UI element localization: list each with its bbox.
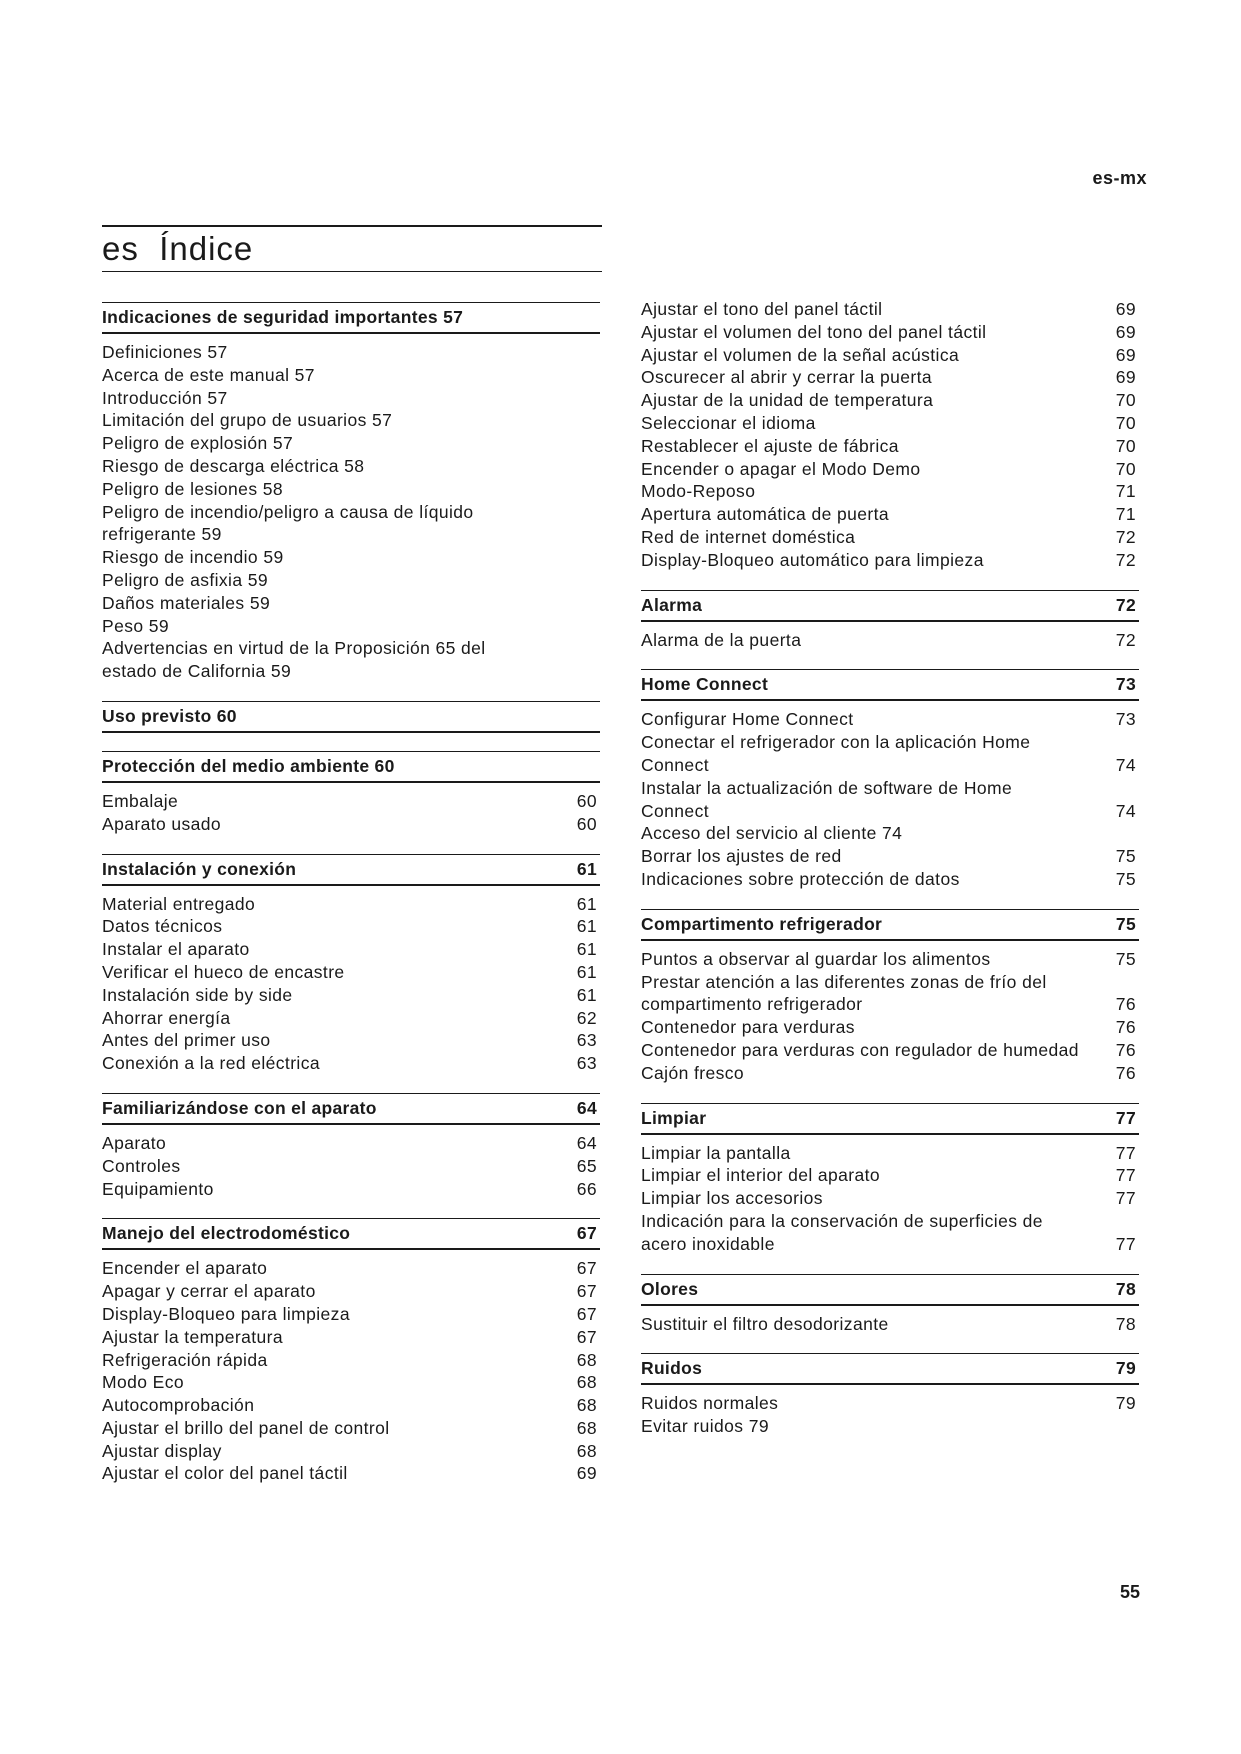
toc-heading-text: Compartimento refrigerador	[641, 913, 883, 934]
toc-entry[interactable]	[102, 409, 600, 432]
toc-entry[interactable]	[102, 455, 600, 478]
toc-heading-text: Instalación y conexión	[102, 858, 297, 879]
toc-section	[641, 669, 1139, 890]
toc-entry-page: 77	[1115, 1165, 1136, 1186]
toc-entry-page: 68	[576, 1395, 597, 1416]
toc-entry-page: 61	[576, 939, 597, 960]
toc-entry-label: Modo Eco	[102, 1372, 184, 1393]
toc-entry-page: 70	[1115, 435, 1136, 456]
toc-entry-label: Ajustar el color del panel táctil	[102, 1463, 348, 1484]
toc-entry-label: Seleccionar el idioma	[641, 412, 816, 433]
toc-entry-label: Apertura automática de puerta	[641, 504, 889, 525]
toc-entry-page: 64	[576, 1132, 597, 1153]
toc-heading-text: Familiarizándose con el aparato	[102, 1097, 377, 1118]
toc-entry[interactable]	[641, 321, 1139, 344]
toc-entry[interactable]	[102, 1178, 600, 1201]
toc-entry[interactable]	[102, 341, 600, 364]
toc-entry-label: Instalación side by side	[102, 984, 293, 1005]
toc-entry-label: Antes del primer uso	[102, 1030, 271, 1051]
toc-entry[interactable]	[102, 1303, 600, 1326]
toc-entry[interactable]	[102, 432, 600, 455]
toc-entry[interactable]	[641, 549, 1139, 572]
toc-entry[interactable]	[102, 1462, 600, 1485]
toc-entry-page: 76	[1115, 1062, 1136, 1083]
toc-entry-page: 74	[1115, 754, 1136, 775]
toc-entry[interactable]	[641, 412, 1139, 435]
toc-entry-label: Peligro de lesiones 58	[102, 478, 283, 499]
toc-entry-page: 68	[576, 1372, 597, 1393]
toc-entry-page: 68	[576, 1440, 597, 1461]
toc-section	[641, 1274, 1139, 1336]
toc-entry[interactable]	[641, 435, 1139, 458]
toc-entry[interactable]	[102, 1417, 600, 1440]
toc-entry-page: 77	[1115, 1188, 1136, 1209]
toc-entry[interactable]	[641, 1016, 1139, 1039]
toc-heading-text: Ruidos	[641, 1358, 703, 1379]
toc-entry-page: 68	[576, 1349, 597, 1370]
toc-entry-label: Controles	[102, 1155, 181, 1176]
toc-entry[interactable]	[102, 1029, 600, 1052]
toc-entry[interactable]	[102, 546, 600, 569]
toc-entry[interactable]	[641, 1062, 1139, 1085]
toc-entry[interactable]	[102, 915, 600, 938]
toc-entry-page: 69	[576, 1463, 597, 1484]
toc-entry[interactable]	[641, 1210, 1139, 1256]
toc-entry-label: Ajustar de la unidad de temperatura	[641, 390, 934, 411]
toc-entry[interactable]	[102, 1155, 600, 1178]
toc-entry[interactable]	[641, 1313, 1139, 1336]
toc-entry-label: Ruidos normales	[641, 1393, 779, 1414]
toc-section	[641, 590, 1139, 652]
toc-heading-page: 73	[1115, 674, 1136, 695]
toc-entry-label: Ajustar el volumen del tono del panel táctil	[641, 321, 987, 342]
toc-entry[interactable]	[641, 948, 1139, 971]
toc-entry-label: Encender o apagar el Modo Demo	[641, 458, 921, 479]
toc-entry-label: Instalar el aparato	[102, 939, 250, 960]
toc-entry[interactable]	[641, 1039, 1139, 1062]
toc-entry-label: Indicaciones sobre protección de datos	[641, 868, 960, 889]
toc-entry-label: Oscurecer al abrir y cerrar la puerta	[641, 367, 933, 388]
locale-label: es-mx	[1092, 168, 1147, 188]
toc-entry[interactable]	[102, 478, 600, 501]
toc-entry-page: 63	[576, 1053, 597, 1074]
toc-entry[interactable]	[641, 503, 1139, 526]
page-title	[102, 230, 253, 268]
toc-heading-text: Olores	[641, 1278, 699, 1299]
toc-entry[interactable]	[641, 1142, 1139, 1165]
toc-entry[interactable]	[641, 1164, 1139, 1187]
toc-entry-page: 77	[1115, 1233, 1136, 1254]
toc-entry-label: Ajustar display	[102, 1440, 222, 1461]
toc-entry-page: 71	[1115, 504, 1136, 525]
toc-entry[interactable]	[641, 526, 1139, 549]
toc-entry[interactable]	[102, 1132, 600, 1155]
toc-heading-text: Protección del medio ambiente 60	[102, 755, 395, 776]
toc-entry[interactable]	[102, 1349, 600, 1372]
toc-entry[interactable]	[641, 1187, 1139, 1210]
toc-section-heading[interactable]	[641, 1103, 1139, 1135]
toc-entry[interactable]	[102, 1257, 600, 1280]
title-text: Índice	[159, 230, 254, 267]
toc-entry-page: 74	[1115, 800, 1136, 821]
toc-entry-label: Display-Bloqueo para limpieza	[102, 1303, 350, 1324]
toc-entry-label: Conectar el refrigerador con la aplicación Home Connect	[641, 732, 1031, 775]
page-title-block	[102, 225, 602, 272]
toc-entry-label: Sustituir el filtro desodorizante	[641, 1313, 889, 1334]
toc-entry[interactable]	[102, 1326, 600, 1349]
toc-entry-label: Ahorrar energía	[102, 1007, 231, 1028]
toc-entry[interactable]	[641, 344, 1139, 367]
toc-entry[interactable]	[102, 938, 600, 961]
toc-entry[interactable]	[102, 501, 600, 547]
toc-section-heading[interactable]	[102, 701, 600, 733]
toc-entry[interactable]	[102, 387, 600, 410]
toc-entry-label: Acerca de este manual 57	[102, 364, 315, 385]
toc-entry[interactable]	[102, 364, 600, 387]
toc-entry[interactable]	[641, 822, 1139, 845]
toc-entry-label: Ajustar el volumen de la señal acústica	[641, 344, 960, 365]
toc-entry-page: 67	[576, 1326, 597, 1347]
toc-left-column	[102, 302, 600, 1503]
toc-entry-page: 76	[1115, 1039, 1136, 1060]
toc-heading-text: Manejo del electrodoméstico	[102, 1223, 351, 1244]
toc-entry[interactable]	[102, 1371, 600, 1394]
toc-entry-label: Contenedor para verduras con regulador de humedad	[641, 1039, 1079, 1060]
toc-entry-label: Ajustar la temperatura	[102, 1326, 283, 1347]
toc-entry-label: Limpiar los accesorios	[641, 1188, 823, 1209]
toc-heading-text: Indicaciones de seguridad importantes 57	[102, 307, 464, 327]
toc-entry-page: 62	[576, 1007, 597, 1028]
toc-entry[interactable]	[102, 961, 600, 984]
toc-entry-label: Puntos a observar al guardar los alimentos	[641, 948, 991, 969]
toc-section-heading[interactable]	[102, 751, 600, 783]
toc-entry-label: Daños materiales 59	[102, 592, 271, 613]
toc-heading-page: 79	[1115, 1358, 1136, 1379]
toc-entry-page: 77	[1115, 1142, 1136, 1163]
toc-entry[interactable]	[102, 637, 600, 683]
toc-heading-page: 72	[1115, 594, 1136, 615]
toc-entry[interactable]	[102, 1394, 600, 1417]
toc-entry-label: Peso 59	[102, 615, 170, 636]
toc-entry-label: Configurar Home Connect	[641, 709, 854, 730]
page-number: 55	[1119, 1582, 1140, 1602]
toc-entry[interactable]	[641, 1392, 1139, 1415]
toc-right-column	[641, 298, 1139, 1456]
toc-entry[interactable]	[641, 458, 1139, 481]
toc-entry-page: 69	[1115, 367, 1136, 388]
toc-section-heading[interactable]	[641, 909, 1139, 941]
toc-entry-page: 75	[1115, 868, 1136, 889]
toc-entry-label: Acceso del servicio al cliente 74	[641, 823, 903, 844]
toc-entry[interactable]	[102, 1440, 600, 1463]
toc-section	[641, 1353, 1139, 1438]
toc-section-heading[interactable]	[641, 590, 1139, 622]
toc-section	[102, 302, 600, 683]
toc-entry-label: Embalaje	[102, 790, 179, 811]
toc-entry-page: 70	[1115, 412, 1136, 433]
toc-entry[interactable]	[641, 480, 1139, 503]
toc-entry-label: Ajustar el tono del panel táctil	[641, 299, 883, 319]
toc-entry-label: Display-Bloqueo automático para limpieza	[641, 549, 984, 570]
toc-entry-page: 67	[576, 1281, 597, 1302]
toc-entry[interactable]	[102, 813, 600, 836]
toc-entry[interactable]	[102, 1280, 600, 1303]
toc-entry-label: Definiciones 57	[102, 342, 228, 362]
toc-entry-page: 71	[1115, 481, 1136, 502]
toc-heading-page: 75	[1115, 913, 1136, 934]
toc-entry-page: 73	[1115, 709, 1136, 730]
toc-entry[interactable]	[641, 708, 1139, 731]
toc-section	[641, 909, 1139, 1085]
toc-entry-page: 68	[576, 1417, 597, 1438]
toc-heading-page: 64	[576, 1097, 597, 1118]
toc-entry-label: Contenedor para verduras	[641, 1017, 855, 1038]
toc-entry-label: Instalar la actualización de software de Home Connect	[641, 777, 1013, 821]
toc-entry-page: 61	[576, 916, 597, 937]
toc-entry-label: Evitar ruidos 79	[641, 1416, 769, 1437]
toc-entry-page: 70	[1115, 390, 1136, 411]
toc-entry-label: Restablecer el ajuste de fábrica	[641, 435, 899, 456]
toc-entry-label: Peligro de asfixia 59	[102, 569, 268, 590]
toc-entry-label: Cajón fresco	[641, 1062, 745, 1083]
toc-entry-label: Introducción 57	[102, 387, 228, 408]
toc-entry-page: 70	[1115, 458, 1136, 479]
toc-entry-page: 69	[1115, 344, 1136, 365]
toc-entry[interactable]	[102, 592, 600, 615]
toc-section-heading[interactable]	[641, 1274, 1139, 1306]
toc-entry-page: 61	[576, 961, 597, 982]
toc-entry-label: Riesgo de incendio 59	[102, 547, 284, 568]
toc-entry[interactable]	[641, 389, 1139, 412]
toc-entry[interactable]	[641, 971, 1139, 1017]
toc-entry-label: Conexión a la red eléctrica	[102, 1053, 320, 1074]
toc-section-heading[interactable]	[102, 854, 600, 886]
toc-entry-page: 75	[1115, 846, 1136, 867]
toc-entry[interactable]	[641, 845, 1139, 868]
toc-entry[interactable]	[102, 1007, 600, 1030]
toc-entry-page: 75	[1115, 948, 1136, 969]
toc-heading-text: Home Connect	[641, 674, 769, 695]
toc-entry-label: Equipamiento	[102, 1178, 214, 1199]
toc-entry-label: Limitación del grupo de usuarios 57	[102, 410, 393, 431]
toc-section	[641, 298, 1139, 572]
toc-entry-label: Modo-Reposo	[641, 481, 756, 502]
toc-entry-page: 76	[1115, 1017, 1136, 1038]
toc-section-heading[interactable]	[102, 1093, 600, 1125]
toc-entry-label: Ajustar el brillo del panel de control	[102, 1417, 390, 1438]
toc-heading-page: 78	[1115, 1278, 1136, 1299]
toc-heading-text: Uso previsto 60	[102, 705, 237, 726]
toc-heading-page: 61	[576, 858, 597, 879]
toc-entry-page: 69	[1115, 299, 1136, 319]
toc-heading-page: 67	[576, 1223, 597, 1244]
toc-entry-label: Autocomprobación	[102, 1395, 255, 1416]
toc-entry-page: 76	[1115, 994, 1136, 1015]
toc-section-heading[interactable]	[102, 1218, 600, 1250]
toc-entry-label: Peligro de explosión 57	[102, 433, 294, 454]
toc-entry-page: 72	[1115, 549, 1136, 570]
toc-entry-label: Aparato usado	[102, 813, 222, 834]
toc-entry-page: 66	[576, 1178, 597, 1199]
toc-entry-label: Riesgo de descarga eléctrica 58	[102, 455, 365, 476]
toc-entry-page: 69	[1115, 321, 1136, 342]
toc-entry[interactable]	[641, 1415, 1139, 1438]
toc-entry[interactable]	[641, 298, 1139, 321]
toc-entry[interactable]	[102, 893, 600, 916]
toc-entry-page: 79	[1115, 1393, 1136, 1414]
toc-entry-page: 63	[576, 1030, 597, 1051]
toc-heading-page: 77	[1115, 1107, 1136, 1128]
toc-entry-page: 72	[1115, 629, 1136, 650]
toc-entry-page: 61	[576, 893, 597, 914]
toc-entry-page: 65	[576, 1155, 597, 1176]
toc-entry-label: Prestar atención a las diferentes zonas de frío del compartimento refrigerador	[641, 971, 1047, 1015]
toc-entry-label: Material entregado	[102, 893, 256, 914]
toc-entry-page: 67	[576, 1303, 597, 1324]
toc-section	[102, 854, 600, 1075]
toc-entry-label: Refrigeración rápida	[102, 1349, 268, 1370]
toc-entry-page: 72	[1115, 526, 1136, 547]
title-lang: es	[102, 230, 139, 267]
toc-entry[interactable]	[641, 777, 1139, 823]
toc-entry[interactable]	[102, 615, 600, 638]
toc-section	[102, 701, 600, 733]
toc-entry-label: Apagar y cerrar el aparato	[102, 1281, 316, 1302]
toc-heading-text: Alarma	[641, 594, 703, 615]
toc-heading-text: Limpiar	[641, 1107, 707, 1128]
toc-entry-page: 61	[576, 984, 597, 1005]
toc-section-heading[interactable]	[102, 302, 600, 334]
toc-entry-label: Limpiar el interior del aparato	[641, 1165, 881, 1186]
toc-entry-label: Encender el aparato	[102, 1258, 268, 1279]
toc-entry-label: Limpiar la pantalla	[641, 1142, 791, 1163]
toc-entry-label: Alarma de la puerta	[641, 629, 802, 650]
toc-entry[interactable]	[102, 1052, 600, 1075]
toc-entry[interactable]	[641, 366, 1139, 389]
toc-entry-label: Aparato	[102, 1132, 167, 1153]
toc-entry-label: Borrar los ajustes de red	[641, 846, 842, 867]
toc-entry-page: 60	[576, 790, 597, 811]
toc-section	[641, 1103, 1139, 1256]
toc-entry[interactable]	[102, 790, 600, 813]
toc-entry-label: Advertencias en virtud de la Proposición 65 del estado de California 59	[102, 638, 486, 682]
toc-entry[interactable]	[102, 569, 600, 592]
toc-entry[interactable]	[641, 731, 1139, 777]
toc-entry-page: 67	[576, 1258, 597, 1279]
toc-entry-page: 60	[576, 813, 597, 834]
toc-section-heading[interactable]	[641, 669, 1139, 701]
toc-entry[interactable]	[641, 629, 1139, 652]
toc-entry-label: Peligro de incendio/peligro a causa de líquido refrigerante 59	[102, 501, 474, 545]
toc-entry-page: 78	[1115, 1313, 1136, 1334]
toc-section	[102, 751, 600, 836]
toc-entry-label: Verificar el hueco de encastre	[102, 961, 345, 982]
toc-section	[102, 1218, 600, 1485]
toc-entry-label: Red de internet doméstica	[641, 526, 856, 547]
toc-section	[102, 1093, 600, 1200]
toc-entry-label: Indicación para la conservación de superficies de acero inoxidable	[641, 1210, 1043, 1254]
toc-entry[interactable]	[102, 984, 600, 1007]
toc-entry-label: Datos técnicos	[102, 916, 223, 937]
toc-section-heading[interactable]	[641, 1353, 1139, 1385]
toc-entry[interactable]	[641, 868, 1139, 891]
